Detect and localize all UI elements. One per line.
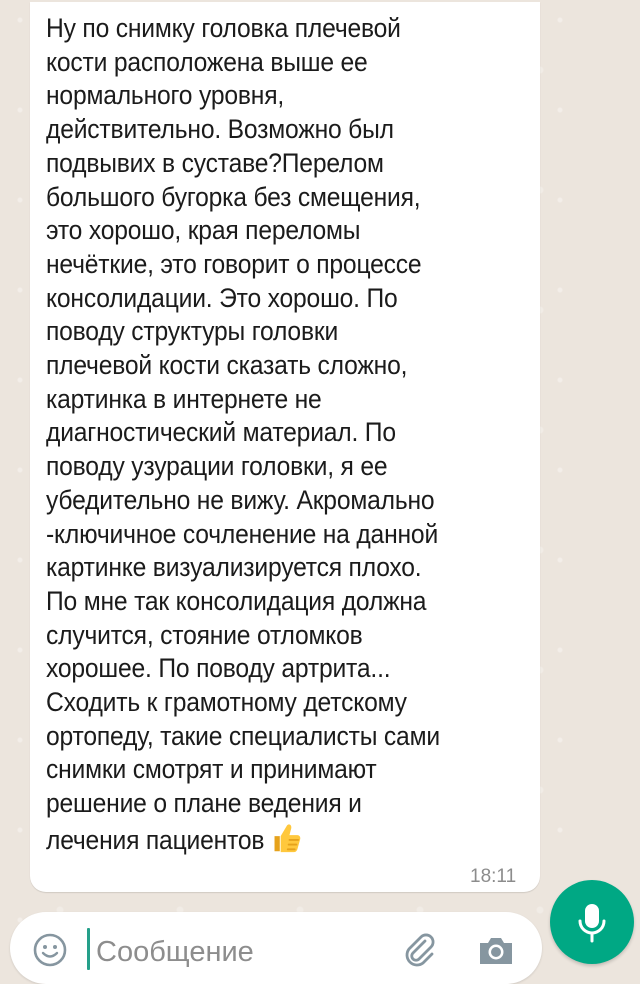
message-timestamp: 18:11 — [470, 866, 517, 887]
message-line: убедительно не вижу. Акромально — [46, 484, 435, 515]
message-line: решение о плане ведения и — [46, 788, 362, 819]
message-line: По мне так консолидация должна — [46, 585, 427, 616]
message-line: поводу структуры головки — [46, 316, 339, 347]
message-line: снимки смотрят и принимают — [46, 754, 377, 785]
message-composer — [10, 912, 542, 984]
message-line-last — [46, 821, 511, 858]
microphone-icon — [576, 902, 608, 944]
message-line: это хорошо, края переломы — [46, 215, 361, 246]
message-line: -ключичное сочленение на данной — [46, 518, 439, 549]
message-text — [46, 12, 511, 858]
message-line: Ну по снимку головка плечевой — [46, 13, 401, 43]
message-line: плечевой кости сказать сложно, — [46, 350, 408, 381]
paperclip-icon[interactable] — [400, 930, 438, 968]
message-line: действительно. Возможно был — [46, 114, 394, 145]
emoji-icon[interactable] — [32, 932, 68, 968]
message-line: случится, стояние отломков — [46, 619, 363, 650]
message-line: хорошее. По поводу артрита... — [46, 653, 391, 684]
message-line: картинка в интернете не — [46, 383, 322, 414]
message-line: картинке визуализируется плохо. — [46, 552, 422, 583]
message-line: поводу узурации головки, я ее — [46, 451, 388, 482]
message-line: кости расположена выше ее — [46, 46, 368, 77]
thumbs-up-icon — [270, 821, 302, 855]
message-line: диагностический материал. По — [46, 417, 396, 448]
camera-icon[interactable] — [476, 932, 516, 968]
message-line: лечения пациентов — [46, 824, 265, 855]
message-line: ортопеду, такие специалисты сами — [46, 720, 440, 751]
message-line: консолидации. Это хорошо. По — [46, 282, 398, 313]
message-input[interactable] — [96, 928, 376, 976]
voice-record-button[interactable] — [550, 880, 634, 964]
message-line: большого бугорка без смещения, — [46, 181, 421, 212]
message-line: нормального уровня, — [46, 80, 285, 111]
text-cursor — [87, 928, 90, 970]
message-line: Сходить к грамотному детскому — [46, 687, 407, 718]
message-line: подвывих в суставе?Перелом — [46, 147, 384, 178]
message-line: нечёткие, это говорит о процессе — [46, 248, 422, 279]
